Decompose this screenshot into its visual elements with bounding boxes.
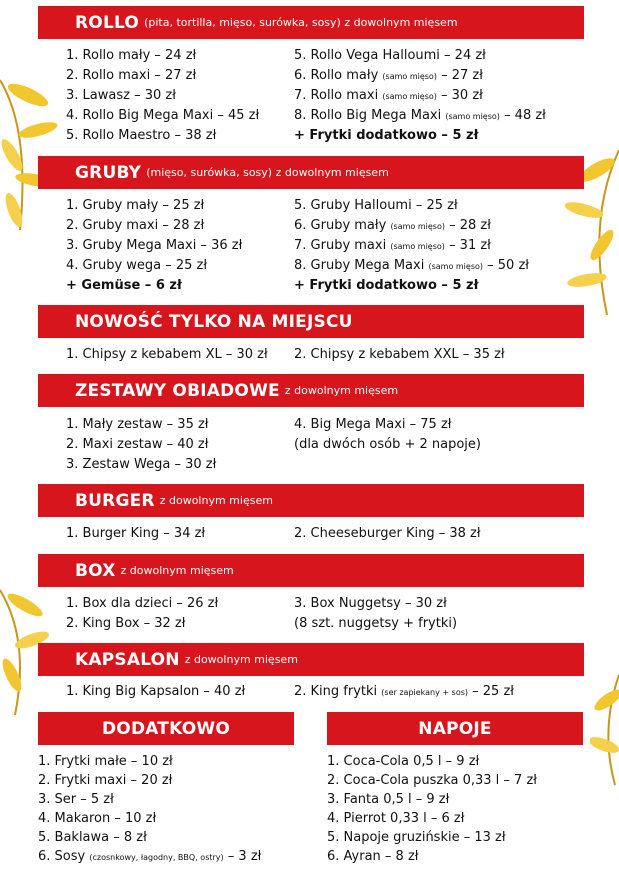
menu-item: 6. Ayran – 8 zł bbox=[327, 849, 419, 864]
menu-item: 8. Rollo Big Mega Maxi (samo mięso) – 48 zł bbox=[294, 108, 546, 123]
olive-branch-icon bbox=[0, 60, 60, 240]
section-header-kapsalon bbox=[38, 643, 584, 676]
section-header-rollo bbox=[38, 6, 584, 39]
menu-item: 4. Pierrot 0,33 l – 6 zł bbox=[327, 811, 465, 826]
menu-item: 3. Ser – 5 zł bbox=[38, 792, 114, 807]
section-title: ZESTAWY OBIADOWE bbox=[75, 380, 280, 401]
menu-item: 7. Gruby maxi (samo mięso) – 31 zł bbox=[294, 238, 491, 253]
menu-item-note: (dla dwóch osób + 2 napoje) bbox=[294, 437, 481, 452]
menu-item-extra: + Frytki dodatkowo – 5 zł bbox=[294, 278, 479, 293]
section-subtitle: (pita, tortilla, mięso, surówka, sosy) z dowolnym mięsem bbox=[144, 16, 458, 29]
section-title: NAPOJE bbox=[418, 718, 492, 739]
menu-item: 2. Gruby maxi – 28 zł bbox=[66, 218, 205, 233]
section-title: BOX bbox=[75, 560, 116, 581]
menu-item: 7. Rollo maxi (samo mięso) – 30 zł bbox=[294, 88, 483, 103]
menu-item: 3. Gruby Mega Maxi – 36 zł bbox=[66, 238, 243, 253]
section-header-nowosc bbox=[38, 305, 584, 338]
menu-item-note: (8 szt. nuggetsy + frytki) bbox=[294, 616, 458, 631]
menu-item: 2. Chipsy z kebabem XXL – 35 zł bbox=[294, 347, 505, 362]
section-header-zestawy bbox=[38, 374, 584, 407]
menu-item: 4. Big Mega Maxi – 75 zł bbox=[294, 417, 452, 432]
menu-item: 5. Gruby Halloumi – 25 zł bbox=[294, 198, 458, 213]
section-title: DODATKOWO bbox=[102, 718, 230, 739]
menu-item-extra: + Gemüse – 6 zł bbox=[66, 278, 182, 293]
menu-item: 2. King frytki (ser zapiekany + sos) – 25 zł bbox=[294, 684, 514, 699]
section-subtitle: z dowolnym mięsem bbox=[184, 653, 298, 666]
menu-item: 6. Gruby mały (samo mięso) – 28 zł bbox=[294, 218, 491, 233]
menu-item: 1. Rollo mały – 24 zł bbox=[66, 48, 197, 63]
menu-item: 2. Maxi zestaw – 40 zł bbox=[66, 437, 209, 452]
menu-item: 3. Box Nuggetsy – 30 zł bbox=[294, 596, 447, 611]
menu-item: 3. Lawasz – 30 zł bbox=[66, 88, 176, 103]
menu-item: 6. Rollo mały (samo mięso) – 27 zł bbox=[294, 68, 483, 83]
menu-item: 2. Frytki maxi – 20 zł bbox=[38, 773, 173, 788]
menu-item: 2. Cheeseburger King – 38 zł bbox=[294, 526, 481, 541]
menu-item: 5. Napoje gruzińskie – 13 zł bbox=[327, 830, 506, 845]
section-subtitle: (mięso, surówka, sosy) z dowolnym mięsem bbox=[146, 166, 389, 179]
menu-item: 5. Baklawa – 8 zł bbox=[38, 830, 147, 845]
menu-item: 2. King Box – 32 zł bbox=[66, 616, 186, 631]
menu-item: 8. Gruby Mega Maxi (samo mięso) – 50 zł bbox=[294, 258, 529, 273]
section-subtitle: z dowolnym mięsem bbox=[120, 564, 234, 577]
section-header-napoje bbox=[327, 712, 583, 745]
section-title: KAPSALON bbox=[75, 649, 180, 670]
menu-item: 1. Chipsy z kebabem XL – 30 zł bbox=[66, 347, 268, 362]
menu-item: 5. Rollo Vega Halloumi – 24 zł bbox=[294, 48, 486, 63]
section-header-burger bbox=[38, 484, 584, 517]
menu-item: 3. Zestaw Wega – 30 zł bbox=[66, 457, 217, 472]
menu-item: 1. Burger King – 34 zł bbox=[66, 526, 206, 541]
menu-item: 2. Coca-Cola puszka 0,33 l – 7 zł bbox=[327, 773, 537, 788]
menu-item: 5. Rollo Maestro – 38 zł bbox=[66, 128, 217, 143]
section-title: ROLLO bbox=[75, 12, 140, 33]
section-header-box bbox=[38, 554, 584, 587]
menu-item: 3. Fanta 0,5 l – 9 zł bbox=[327, 792, 450, 807]
menu-item: 1. Coca-Cola 0,5 l – 9 zł bbox=[327, 754, 480, 769]
menu-item: 1. King Big Kapsalon – 40 zł bbox=[66, 684, 246, 699]
section-header-dodatkowo bbox=[38, 712, 294, 745]
section-header-gruby bbox=[38, 156, 584, 189]
menu-item: 6. Sosy (czosnkowy, łagodny, BBQ, ostry) – 3 zł bbox=[38, 849, 262, 864]
menu-item: 1. Mały zestaw – 35 zł bbox=[66, 417, 209, 432]
section-title: BURGER bbox=[75, 490, 155, 511]
olive-branch-icon bbox=[590, 670, 619, 790]
menu-item: 4. Makaron – 10 zł bbox=[38, 811, 157, 826]
menu-item: 4. Rollo Big Mega Maxi – 45 zł bbox=[66, 108, 260, 123]
menu-item: 1. Box dla dzieci – 26 zł bbox=[66, 596, 219, 611]
section-title: GRUBY bbox=[75, 162, 142, 183]
section-title: NOWOŚĆ TYLKO NA MIEJSCU bbox=[75, 311, 353, 332]
section-subtitle: z dowolnym mięsem bbox=[159, 494, 273, 507]
section-subtitle: z dowolnym mięsem bbox=[284, 384, 399, 397]
menu-item: 1. Gruby mały – 25 zł bbox=[66, 198, 205, 213]
menu-item: 2. Rollo maxi – 27 zł bbox=[66, 68, 197, 83]
menu-item: 4. Gruby wega – 25 zł bbox=[66, 258, 208, 273]
menu-item-extra: + Frytki dodatkowo – 5 zł bbox=[294, 128, 479, 143]
menu-item: 1. Frytki małe – 10 zł bbox=[38, 754, 173, 769]
